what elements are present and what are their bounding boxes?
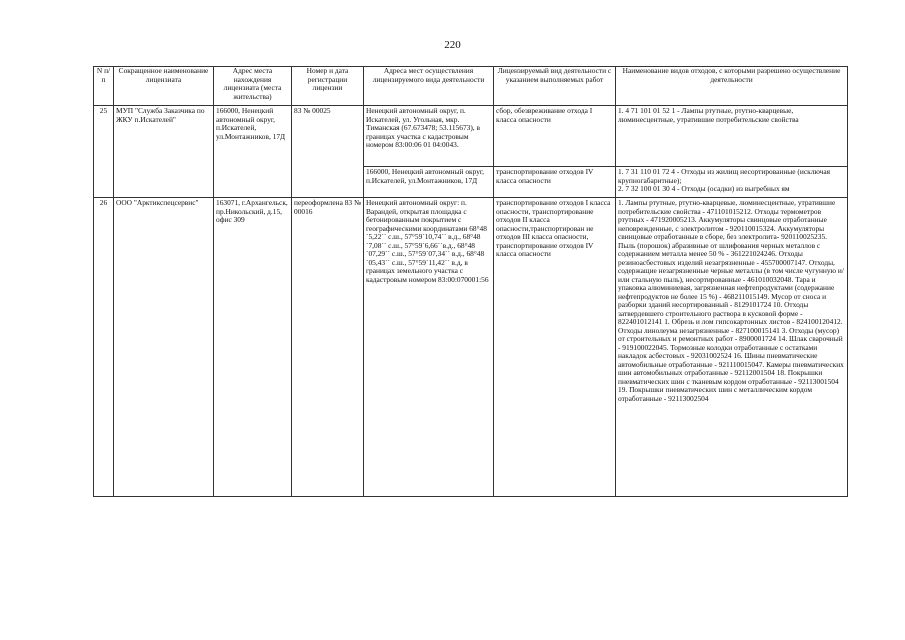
table-row	[94, 198, 848, 497]
licensee-address: 163071, г.Архангельск, пр.Никольский, д.15, офис 309	[214, 198, 292, 497]
header-waste-types: Наименование видов отходов, с которыми разрешено осуществление деятельности	[616, 67, 848, 106]
header-number: N п/п	[94, 67, 114, 106]
activity-type: транспортирование отходов IV класса опасности	[494, 167, 616, 198]
waste-types: 1. 7 31 110 01 72 4 - Отходы из жилищ несортированные (исключая крупногабаритные); 2. 7 32 100 01 30 4 - Отходы (осадки) из выгребных ям	[616, 167, 848, 198]
license-registry-table	[93, 66, 848, 497]
row-number: 25	[94, 106, 114, 198]
licensee-address: 166000, Ненецкий автономный округ, п.Искателей, ул.Монтажников, 17Д	[214, 106, 292, 198]
activity-site: 166000, Ненецкий автономный округ, п.Искателей, ул.Монтажников, 17Д	[364, 167, 494, 198]
header-activity-sites: Адреса мест осуществления лицензируемого вида деятельности	[364, 67, 494, 106]
licensee-name: ООО "Арктикспецсервис"	[114, 198, 214, 497]
license-number: переоформлена 83 № 00016	[292, 198, 364, 497]
activity-site: Ненецкий автономный округ, п. Искателей, ул. Угольная, мкр. Тиманская (67.673478; 53.115673), в границах участка с кадастровым номером 83:00:06 01 04:0043.	[364, 106, 494, 167]
waste-types: 1. 4 71 101 01 52 1 - Лампы ртутные, ртутно-кварцевые, люминесцентные, утратившие потребительские свойства	[616, 106, 848, 167]
activity-type: транспортирование отходов I класса опасности, транспортирование отходов II класса опасности,транспортирован ие отходов III класса опасности, транспортирование отходов IV класса опасности	[494, 198, 616, 497]
header-licensee-name: Сокращенное наименование лицензиата	[114, 67, 214, 106]
waste-types: 1. Лампы ртутные, ртутно-кварцевые, люминесцентные, утратившие потребительские свойства - 471101015212. Отходы термометров ртутных - 471920005213. Аккумуляторы свинцовые отработанные неповрежденные, с электролитом - 920110015324. Аккумуляторы свинцовые отработанные в сборе, без электролита- 920110025235. Пыль (порошок) абразивные от шлифования черных металлов с содержанием металла менее 50 % - 361221024246. Отходы резиноасбестовых изделий незагрязненные - 455700007147. Отходы, содержащие незагрязненные черные металлы (в том числе чугунную и/или стальную пыль), несортированные - 461010032048. Тара и упаковка алюминиевая, загрязненная нефтепродуктами (содержание нефтепродуктов не более 15 %) - 468211015149. Мусор от сноса и разборки зданий несортированный - 8129101724 10. Отходы затвердевшего строительного раствора в кусковой форме - 822401012141 1. Обрезь и лом гипсокартонных листов - 824100120412. Отходы линолеума незагрязненные - 827100015141 3. Отходы (мусор) от строительных и ремонтных работ - 8900001724 14. Шлак сварочный - 919100022045. Тормозные колодки отработанные с остатками накладок асбестовых - 92031002524 16. Шины пневматические автомобильные отработанные - 921110015047. Камеры пневматических шин автомобильных отработанные - 92112001504 18. Покрышки пневматических шин с тканевым кордом отработанные - 92113001504 19. Покрышки пневматических шин с металлическим кордом отработанные - 92113002504	[616, 198, 848, 497]
table-header-row	[94, 67, 848, 106]
header-licensee-address: Адрес места нахождения лицензиата (места жительства)	[214, 67, 292, 106]
licensee-name: МУП "Служба Заказчика по ЖКУ п.Искателей"	[114, 106, 214, 198]
header-activity-type: Лицензируемый вид деятельности с указанием выполняемых работ	[494, 67, 616, 106]
table-row	[94, 106, 848, 167]
header-license-number: Номер и дата регистрации лицензии	[292, 67, 364, 106]
license-number: 83 № 00025	[292, 106, 364, 198]
row-number: 26	[94, 198, 114, 497]
activity-type: сбор, обезвреживание отхода I класса опасности	[494, 106, 616, 167]
activity-site: Ненецкий автономный округ: п. Варандей, открытая площадка с бетонированным покрытием с географическими координатами 68°48´5,22´´ с.ш., 57°59´10,74´´ в.д., 68°48´7,08´´ с.ш., 57°59´6,66´´в.д., 68°48´07,29´´ с.ш., 57°59´07,34´´ в.д., 68°48´05,43´´ с.ш., 57°59´11,42´´ в.д, в границах земельного участка с кадастровым номером 83:00:070001:56	[364, 198, 494, 497]
page-number: 220	[444, 39, 461, 51]
